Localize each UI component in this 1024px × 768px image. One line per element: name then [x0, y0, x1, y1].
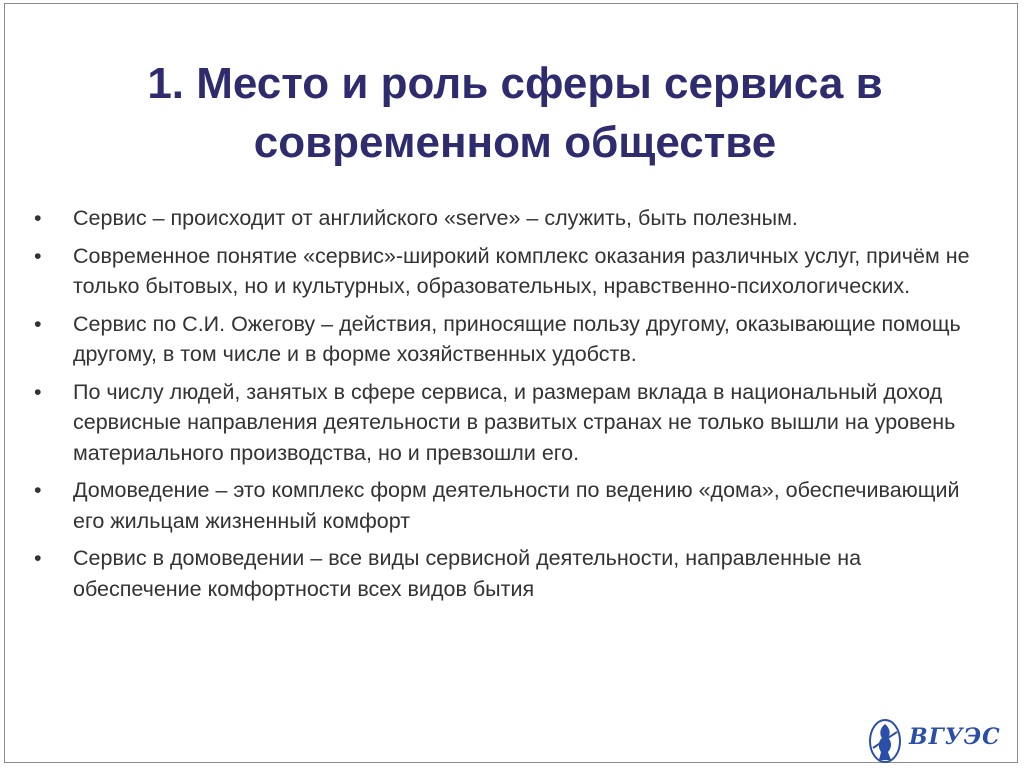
- slide: [4, 3, 1018, 763]
- bullet-marker: •: [34, 546, 42, 570]
- bullet-marker: •: [34, 243, 42, 268]
- bullet-item: [29, 309, 989, 370]
- bullet-text: Сервис – происходит от английского «serve» – служить, быть полезным.: [73, 206, 798, 230]
- bullet-text: По числу людей, занятых в сфере сервиса, и размерам вклада в национальный доход сервисные направления деятельности в развитых странах не только вышли на уровень материального производства, но и превзошли его.: [73, 379, 956, 465]
- university-emblem-icon: [867, 718, 903, 764]
- bullet-item: [29, 241, 989, 302]
- slide-title: 1. Место и роль сферы сервиса в современном обществе: [147, 59, 883, 167]
- bullet-marker: •: [34, 478, 42, 502]
- bullet-marker: •: [34, 311, 42, 336]
- bullet-text: Современное понятие «сервис»-широкий комплекс оказания различных услуг, причём не только бытовых, но и культурных, образовательных, нравственно-психологических.: [73, 243, 970, 298]
- bullet-marker: •: [34, 379, 42, 404]
- bullet-item: [29, 203, 989, 234]
- bullet-marker: •: [34, 206, 42, 230]
- bullet-item: [29, 377, 989, 469]
- university-logo: [867, 716, 1001, 766]
- bullet-item: [29, 543, 989, 604]
- bullet-item: [29, 475, 989, 536]
- bullet-text: Сервис по С.И. Ожегову – действия, приносящие пользу другому, оказывающие помощь другому, в том числе и в форме хозяйственных удобств.: [73, 311, 961, 366]
- bullet-text: Сервис в домоведении – все виды сервисной деятельности, направленные на обеспечение комфортности всех видов бытия: [73, 546, 862, 601]
- logo-text: ВГУЭС: [909, 724, 1001, 750]
- bullet-text: Домоведение – это комплекс форм деятельности по ведению «дома», обеспечивающий его жильцам жизненный комфорт: [73, 478, 960, 533]
- bullet-list: [29, 203, 989, 611]
